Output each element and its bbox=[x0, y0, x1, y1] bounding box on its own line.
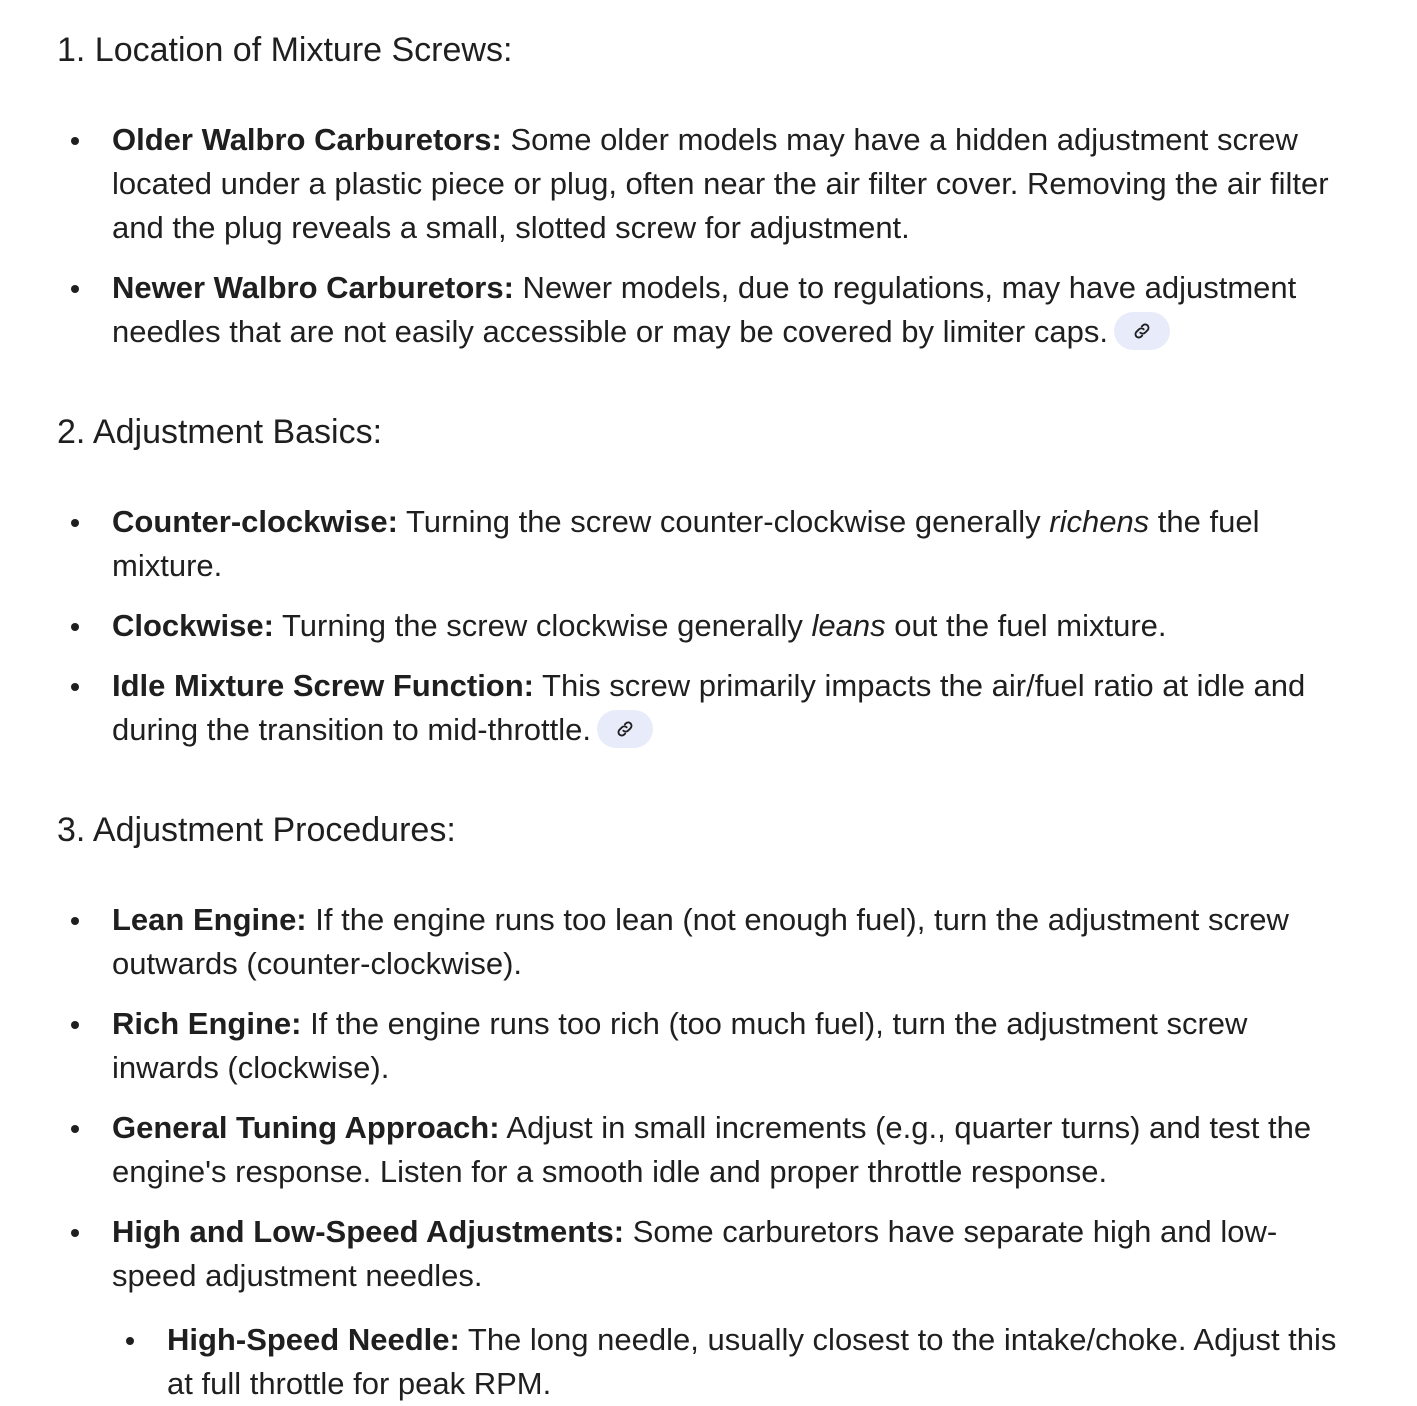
list-item bbox=[57, 898, 1357, 986]
item-label: Clockwise: bbox=[112, 608, 274, 643]
list-item bbox=[57, 664, 1357, 752]
list-item bbox=[57, 500, 1357, 588]
item-text: out the fuel mixture. bbox=[885, 608, 1167, 643]
bullet-list bbox=[57, 500, 1357, 752]
item-label: Newer Walbro Carburetors: bbox=[112, 270, 514, 305]
section-heading-procedures: 3. Adjustment Procedures: bbox=[57, 811, 456, 849]
item-text: This screw primarily impacts the air/fuel ratio at idle and during the transition to mid-throttle. bbox=[112, 668, 1306, 747]
item-label: Rich Engine: bbox=[112, 1006, 302, 1041]
list-item bbox=[112, 1318, 1357, 1406]
bullet-list bbox=[57, 898, 1357, 1406]
item-label: Idle Mixture Screw Function: bbox=[112, 668, 534, 703]
list-item bbox=[57, 1106, 1357, 1194]
list-item bbox=[57, 1002, 1357, 1090]
nested-bullet-list bbox=[112, 1318, 1357, 1406]
item-emphasis: leans bbox=[811, 608, 886, 643]
item-text: Some carburetors have separate high and low-speed adjustment needles. bbox=[112, 1214, 1278, 1293]
item-text: Turning the screw clockwise generally bbox=[273, 608, 812, 643]
item-label: Lean Engine: bbox=[112, 902, 307, 937]
section-heading-basics: 2. Adjustment Basics: bbox=[57, 413, 383, 451]
item-label: High-Speed Needle: bbox=[167, 1322, 460, 1357]
item-text: Turning the screw counter-clockwise generally bbox=[397, 504, 1050, 539]
item-label: Older Walbro Carburetors: bbox=[112, 122, 502, 157]
list-item bbox=[57, 604, 1357, 648]
source-link-chip[interactable] bbox=[1114, 312, 1170, 350]
item-text: Some older models may have a hidden adjustment screw located under a plastic piece or plug, often near the air filter cover. Removing the air filter and the plug reveals a small, slotted screw for adjustment. bbox=[112, 122, 1329, 245]
source-link-chip[interactable] bbox=[597, 710, 653, 748]
link-icon bbox=[1132, 321, 1152, 341]
list-item bbox=[57, 118, 1357, 250]
item-text: If the engine runs too rich (too much fuel), turn the adjustment screw inwards (clockwise). bbox=[112, 1006, 1248, 1085]
bullet-list bbox=[57, 118, 1357, 354]
link-icon bbox=[615, 719, 635, 739]
item-text: Newer models, due to regulations, may have adjustment needles that are not easily accessible or may be covered by limiter caps. bbox=[112, 270, 1297, 349]
item-label: High and Low-Speed Adjustments: bbox=[112, 1214, 625, 1249]
item-label: Counter-clockwise: bbox=[112, 504, 398, 539]
item-emphasis: richens bbox=[1049, 504, 1150, 539]
item-text: the fuel mixture. bbox=[112, 504, 1260, 583]
item-text: The long needle, usually closest to the intake/choke. Adjust this at full throttle for peak RPM. bbox=[167, 1322, 1337, 1401]
response-content bbox=[57, 0, 1357, 1406]
section-heading-location: 1. Location of Mixture Screws: bbox=[57, 31, 513, 69]
list-item bbox=[57, 1210, 1357, 1406]
item-text: If the engine runs too lean (not enough fuel), turn the adjustment screw outwards (counter-clockwise). bbox=[112, 902, 1289, 981]
item-label: General Tuning Approach: bbox=[112, 1110, 500, 1145]
list-item bbox=[57, 266, 1357, 354]
item-text: Adjust in small increments (e.g., quarter turns) and test the engine's response. Listen for a smooth idle and proper throttle response. bbox=[112, 1110, 1312, 1189]
